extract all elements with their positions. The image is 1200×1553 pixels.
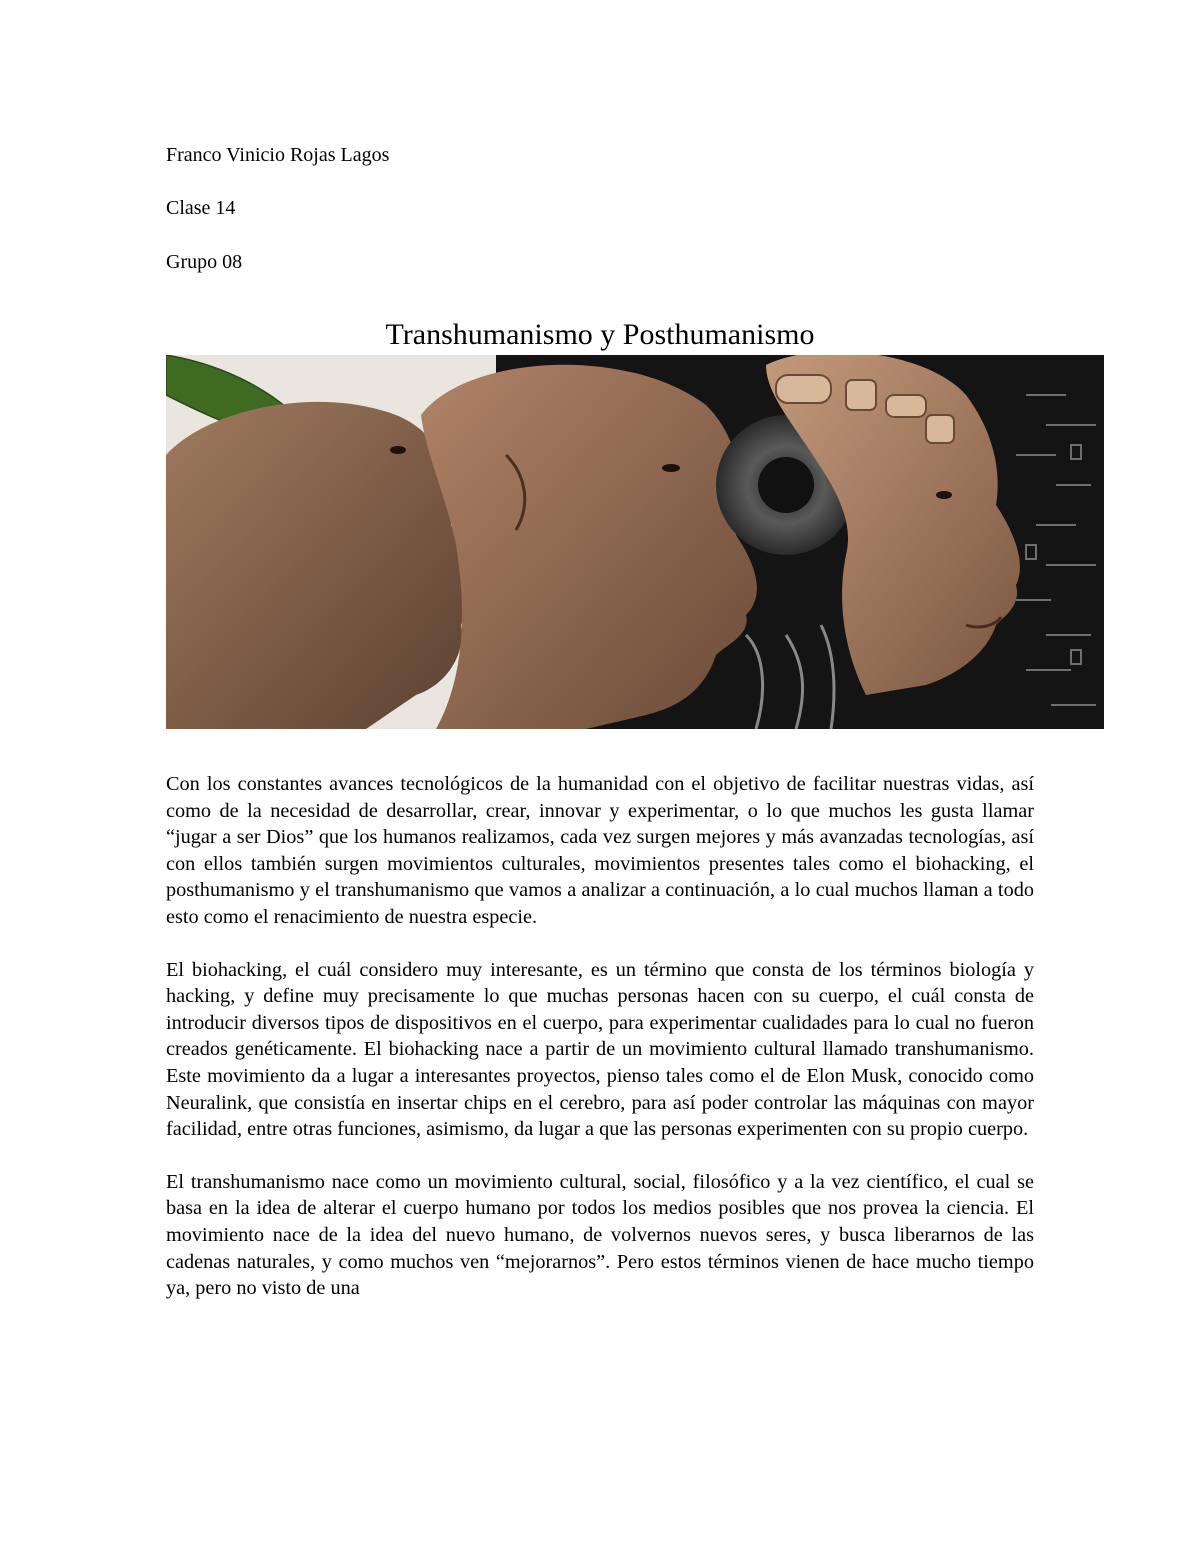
class-number: Clase 14 (166, 197, 236, 219)
ape-head (166, 402, 468, 729)
group-number: Grupo 08 (166, 251, 243, 273)
paragraph-intro: Con los constantes avances tecnológicos de la humanidad con el objetivo de facilitar nuestras vidas, así como de la necesidad de desarrollar, crear, innovar y experimentar, o lo que muchos les gusta llamar “jugar a ser Dios” que los humanos realizamos, cada vez surgen mejores y más avanzadas tecnologías, así con ellos también surgen movimientos culturales, movimientos presentes tales como el biohacking, el posthumanismo y el transhumanismo que vamos a analizar a continuación, a lo cual muchos llaman a todo esto como el renacimiento de nuestra especie. (166, 773, 1034, 928)
paragraph-transhumanism: El transhumanismo nace como un movimiento cultural, social, filosófico y a la vez científico, el cual se basa en la idea de alterar el cuerpo humano por todos los medios posibles que nos provea la ciencia. El movimiento nace de la idea del nuevo humano, de volvernos nuevos seres, y busca liberarnos de las cadenas naturales, y como muchos ven “mejorarnos”. Pero estos términos vienen de hace mucho tiempo ya, pero no visto de una (166, 1170, 1034, 1300)
evolution-illustration (166, 355, 1104, 729)
human-head (421, 365, 757, 729)
document-title: Transhumanismo y Posthumanismo (385, 318, 815, 351)
author-name: Franco Vinicio Rojas Lagos (166, 144, 390, 166)
paragraph-biohacking: El biohacking, el cuál considero muy interesante, es un término que consta de los términos biología y hacking, y define muy precisamente lo que muchas personas hacen con su cuerpo, el cuál consta de introducir diversos tipos de dispositivos en el cuerpo, para experimentar cualidades para lo cual no fueron creados genéticamente. El biohacking nace a partir de un movimiento cultural llamado transhumanismo. Este movimiento da a lugar a interesantes proyectos, pienso tales como el de Elon Musk, conocido como Neuralink, que consistía en insertar chips en el cerebro, para así poder controlar las máquinas con mayor facilidad, entre otras funciones, asimismo, da lugar a que las personas experimenten con su propio cuerpo. (166, 958, 1034, 1141)
body-text (166, 771, 1034, 1328)
